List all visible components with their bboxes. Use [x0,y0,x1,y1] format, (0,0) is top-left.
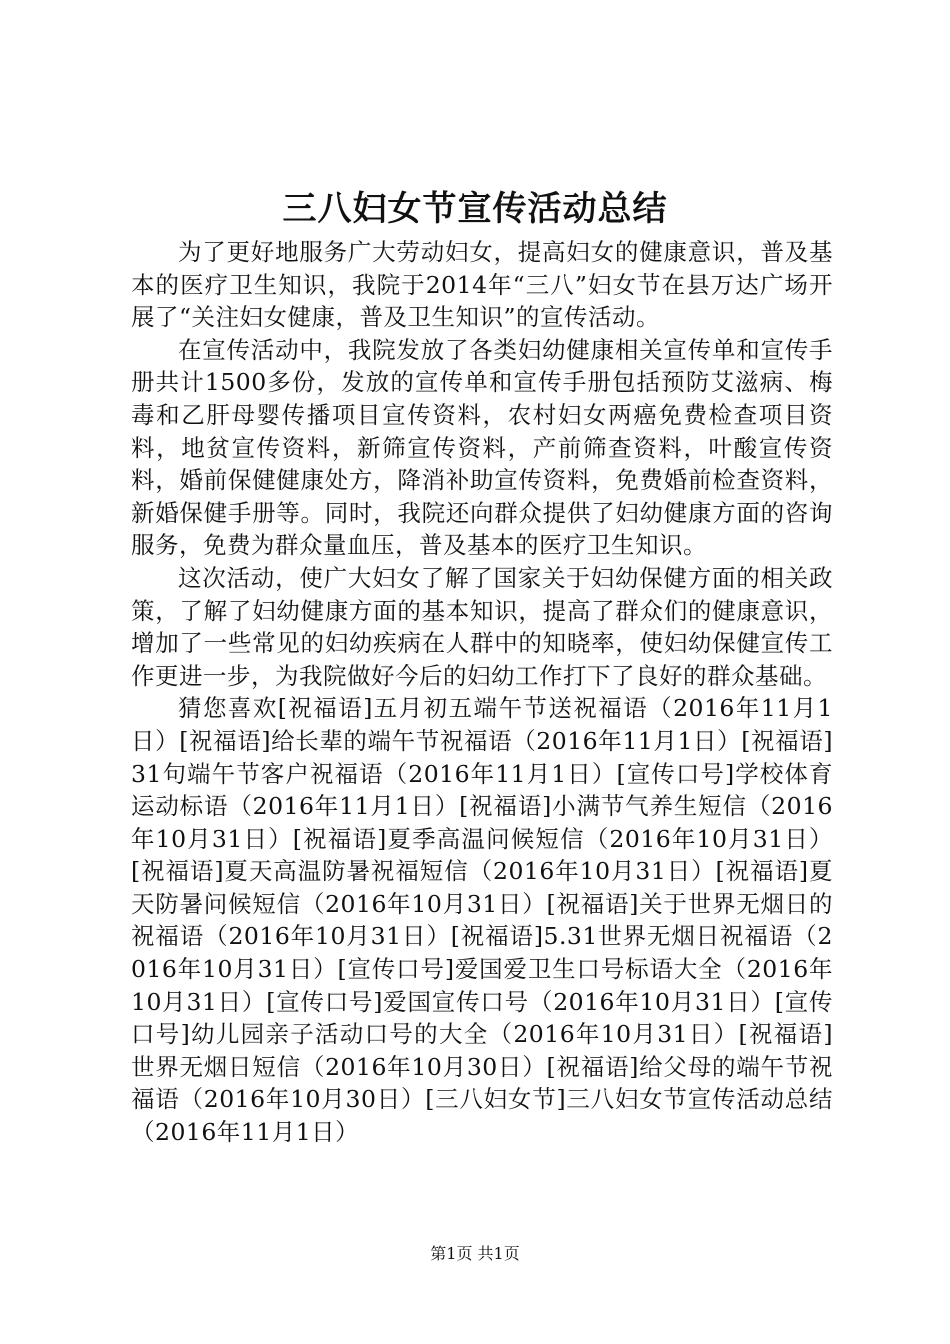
paragraph-activities: 在宣传活动中，我院发放了各类妇幼健康相关宣传单和宣传手册共计1500多份，发放的宣传单和宣传手册包括预防艾滋病、梅毒和乙肝母婴传播项目宣传资料，农村妇女两癌免费检查项目资料，地贫宣传资料，新筛宣传资料，产前筛查资料，叶酸宣传资料，婚前保健健康处方，降消补助宣传资料，免费婚前检查资料，新婚保健手册等。同时，我院还向群众提供了妇幼健康方面的咨询服务，免费为群众量血压，普及基本的医疗卫生知识。 [131,335,833,560]
paragraph-intro: 为了更好地服务广大劳动妇女，提高妇女的健康意识，普及基本的医疗卫生知识，我院于2014年“三八”妇女节在县万达广场开展了“关注妇女健康，普及卫生知识”的宣传活动。 [131,238,833,332]
paragraph-related-links: 猜您喜欢[祝福语]五月初五端午节送祝福语（2016年11月1日）[祝福语]给长辈的端午节祝福语（2016年11月1日）[祝福语]31句端午节客户祝福语（2016年11月1日）[宣传口号]学校体育运动标语（2016年11月1日）[祝福语]小满节气养生短信（2016年10月31日）[祝福语]夏季高温问候短信（2016年10月31日）[祝福语]夏天高温防暑祝福短信（2016年10月31日）[祝福语]夏天防暑问候短信（2016年10月31日）[祝福语]关于世界无烟日的祝福语（2016年10月31日）[祝福语]5.31世界无烟日祝福语（2016年10月31日）[宣传口号]爱国爱卫生口号标语大全（2016年10月31日）[宣传口号]爱国宣传口号（2016年10月31日）[宣传口号]幼儿园亲子活动口号的大全（2016年10月31日）[祝福语]世界无烟日短信（2016年10月30日）[祝福语]给父母的端午节祝福语（2016年10月30日）[三八妇女节]三八妇女节宣传活动总结（2016年11月1日） [131,694,833,1147]
page-number-footer: 第1页 共1页 [430,1244,520,1263]
document-title: 三八妇女节宣传活动总结 [282,189,668,229]
paragraph-outcome: 这次活动，使广大妇女了解了国家关于妇幼保健方面的相关政策，了解了妇幼健康方面的基本知识，提高了群众们的健康意识，增加了一些常见的妇幼疾病在人群中的知晓率，使妇幼保健宣传工作更进一步，为我院做好今后的妇幼工作打下了良好的群众基础。 [131,563,833,690]
document-body [131,236,833,1149]
